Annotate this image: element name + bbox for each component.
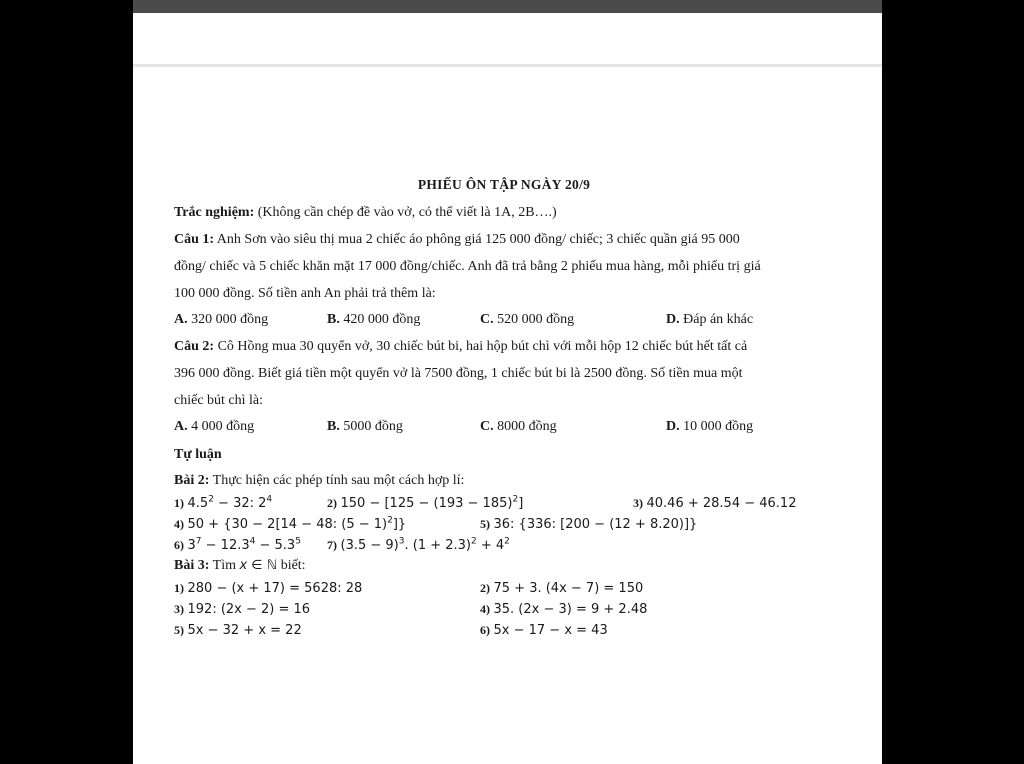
bai2-item-4: 4) 50 + {30 − 2[14 − 48: $(5 - 1)^2$]} (174, 515, 407, 532)
bai3-item-2: 2) 75 + 3. (4x − 7) = 150 (480, 581, 644, 596)
page-separator (133, 64, 882, 67)
bai2-item-1: 1) $4.5^2 - 32$: $2^4$ (174, 494, 273, 511)
viewer-top-bar (133, 0, 882, 13)
bai2-item-6: 6) $3^7 - 12.3^4 - 5.3^5$ (174, 536, 301, 553)
cau2-option-b: B. 5000 đồng (327, 419, 403, 434)
cau1-option-d: D. Đáp án khác (666, 312, 754, 327)
cau2-option-d: D. 10 000 đồng (666, 419, 754, 434)
cau1-line3: 100 000 đồng. Số tiền anh An phải trả thêm là: (174, 286, 436, 301)
bai3-heading: Bài 3: Tìm x ∈ ℕ biết: (174, 558, 306, 573)
trac-nghiem-line (174, 204, 557, 222)
bai2-item-7: 7) $(3.5 - 9)^3$. $(1 + 2.3)^2 + 4^2$ (327, 536, 510, 553)
cau2-line3: chiếc bút chì là: (174, 393, 264, 408)
cau1-option-b: B. 420 000 đồng (327, 312, 421, 327)
cau2-label: Câu 2: (174, 339, 215, 354)
bai3-item-4: 4) 35. (2x − 3) = 9 + 2.48 (480, 602, 648, 617)
bai2-heading (174, 472, 464, 490)
bai3-item-1: 1) 280 − (x + 17) = 5628: 28 (174, 581, 363, 596)
cau1-label: Câu 1: (174, 232, 215, 247)
cau2-option-c: C. 8000 đồng (480, 419, 557, 434)
bai2-intro: Thực hiện các phép tính sau một cách hợp lí: (212, 473, 465, 488)
section-label-trac-nghiem: Trắc nghiệm: (174, 205, 255, 220)
section-label-tu-luan: Tự luận (174, 447, 222, 462)
bai2-label: Bài 2: (174, 473, 210, 488)
bai2-item-2: 2) $150 - [125 - (193 - 185)^2]$ (327, 494, 524, 511)
bai3-item-3: 3) 192: (2x − 2) = 16 (174, 602, 311, 617)
bai3-item-5: 5) 5x − 32 + x = 22 (174, 623, 302, 638)
cau1-option-c: C. 520 000 đồng (480, 312, 575, 327)
cau1-line1 (174, 231, 740, 249)
page-title: PHIẾU ÔN TẬP NGÀY 20/9 (417, 177, 591, 192)
trac-nghiem-note: (Không cần chép đề vào vở, có thể viết là 1A, 2B….) (257, 205, 557, 220)
cau2-line1 (174, 338, 747, 356)
bai3-label: Bài 3: (174, 558, 210, 573)
bai2-item-5: 5) 36: {336: [200 − (12 + 8.20)]} (480, 517, 698, 532)
cau1-text-1: Anh Sơn vào siêu thị mua 2 chiếc áo phông giá 125 000 đồng/ chiếc; 3 chiếc quần giá 95 000 (216, 232, 740, 247)
cau1-option-a: A. 320 000 đồng (174, 312, 269, 327)
document-page (133, 13, 882, 764)
bai3-item-6: 6) 5x − 17 − x = 43 (480, 623, 608, 638)
cau2-text-1: Cô Hồng mua 30 quyển vở, 30 chiếc bút bi, hai hộp bút chì với mỗi hộp 12 chiếc bút hết tất cả (217, 339, 748, 354)
bai2-item-3: 3) 40.46 + 28.54 − 46.12 (633, 496, 797, 511)
cau1-line2: đồng/ chiếc và 5 chiếc khăn mặt 17 000 đồng/chiếc. Anh đã trả bằng 2 phiếu mua hàng, mỗi phiếu trị giá (174, 259, 761, 274)
cau2-line2: 396 000 đồng. Biết giá tiền một quyển vở là 7500 đồng, 1 chiếc bút bi là 2500 đồng. Số tiền mua một (174, 366, 743, 381)
cau2-option-a: A. 4 000 đồng (174, 419, 255, 434)
